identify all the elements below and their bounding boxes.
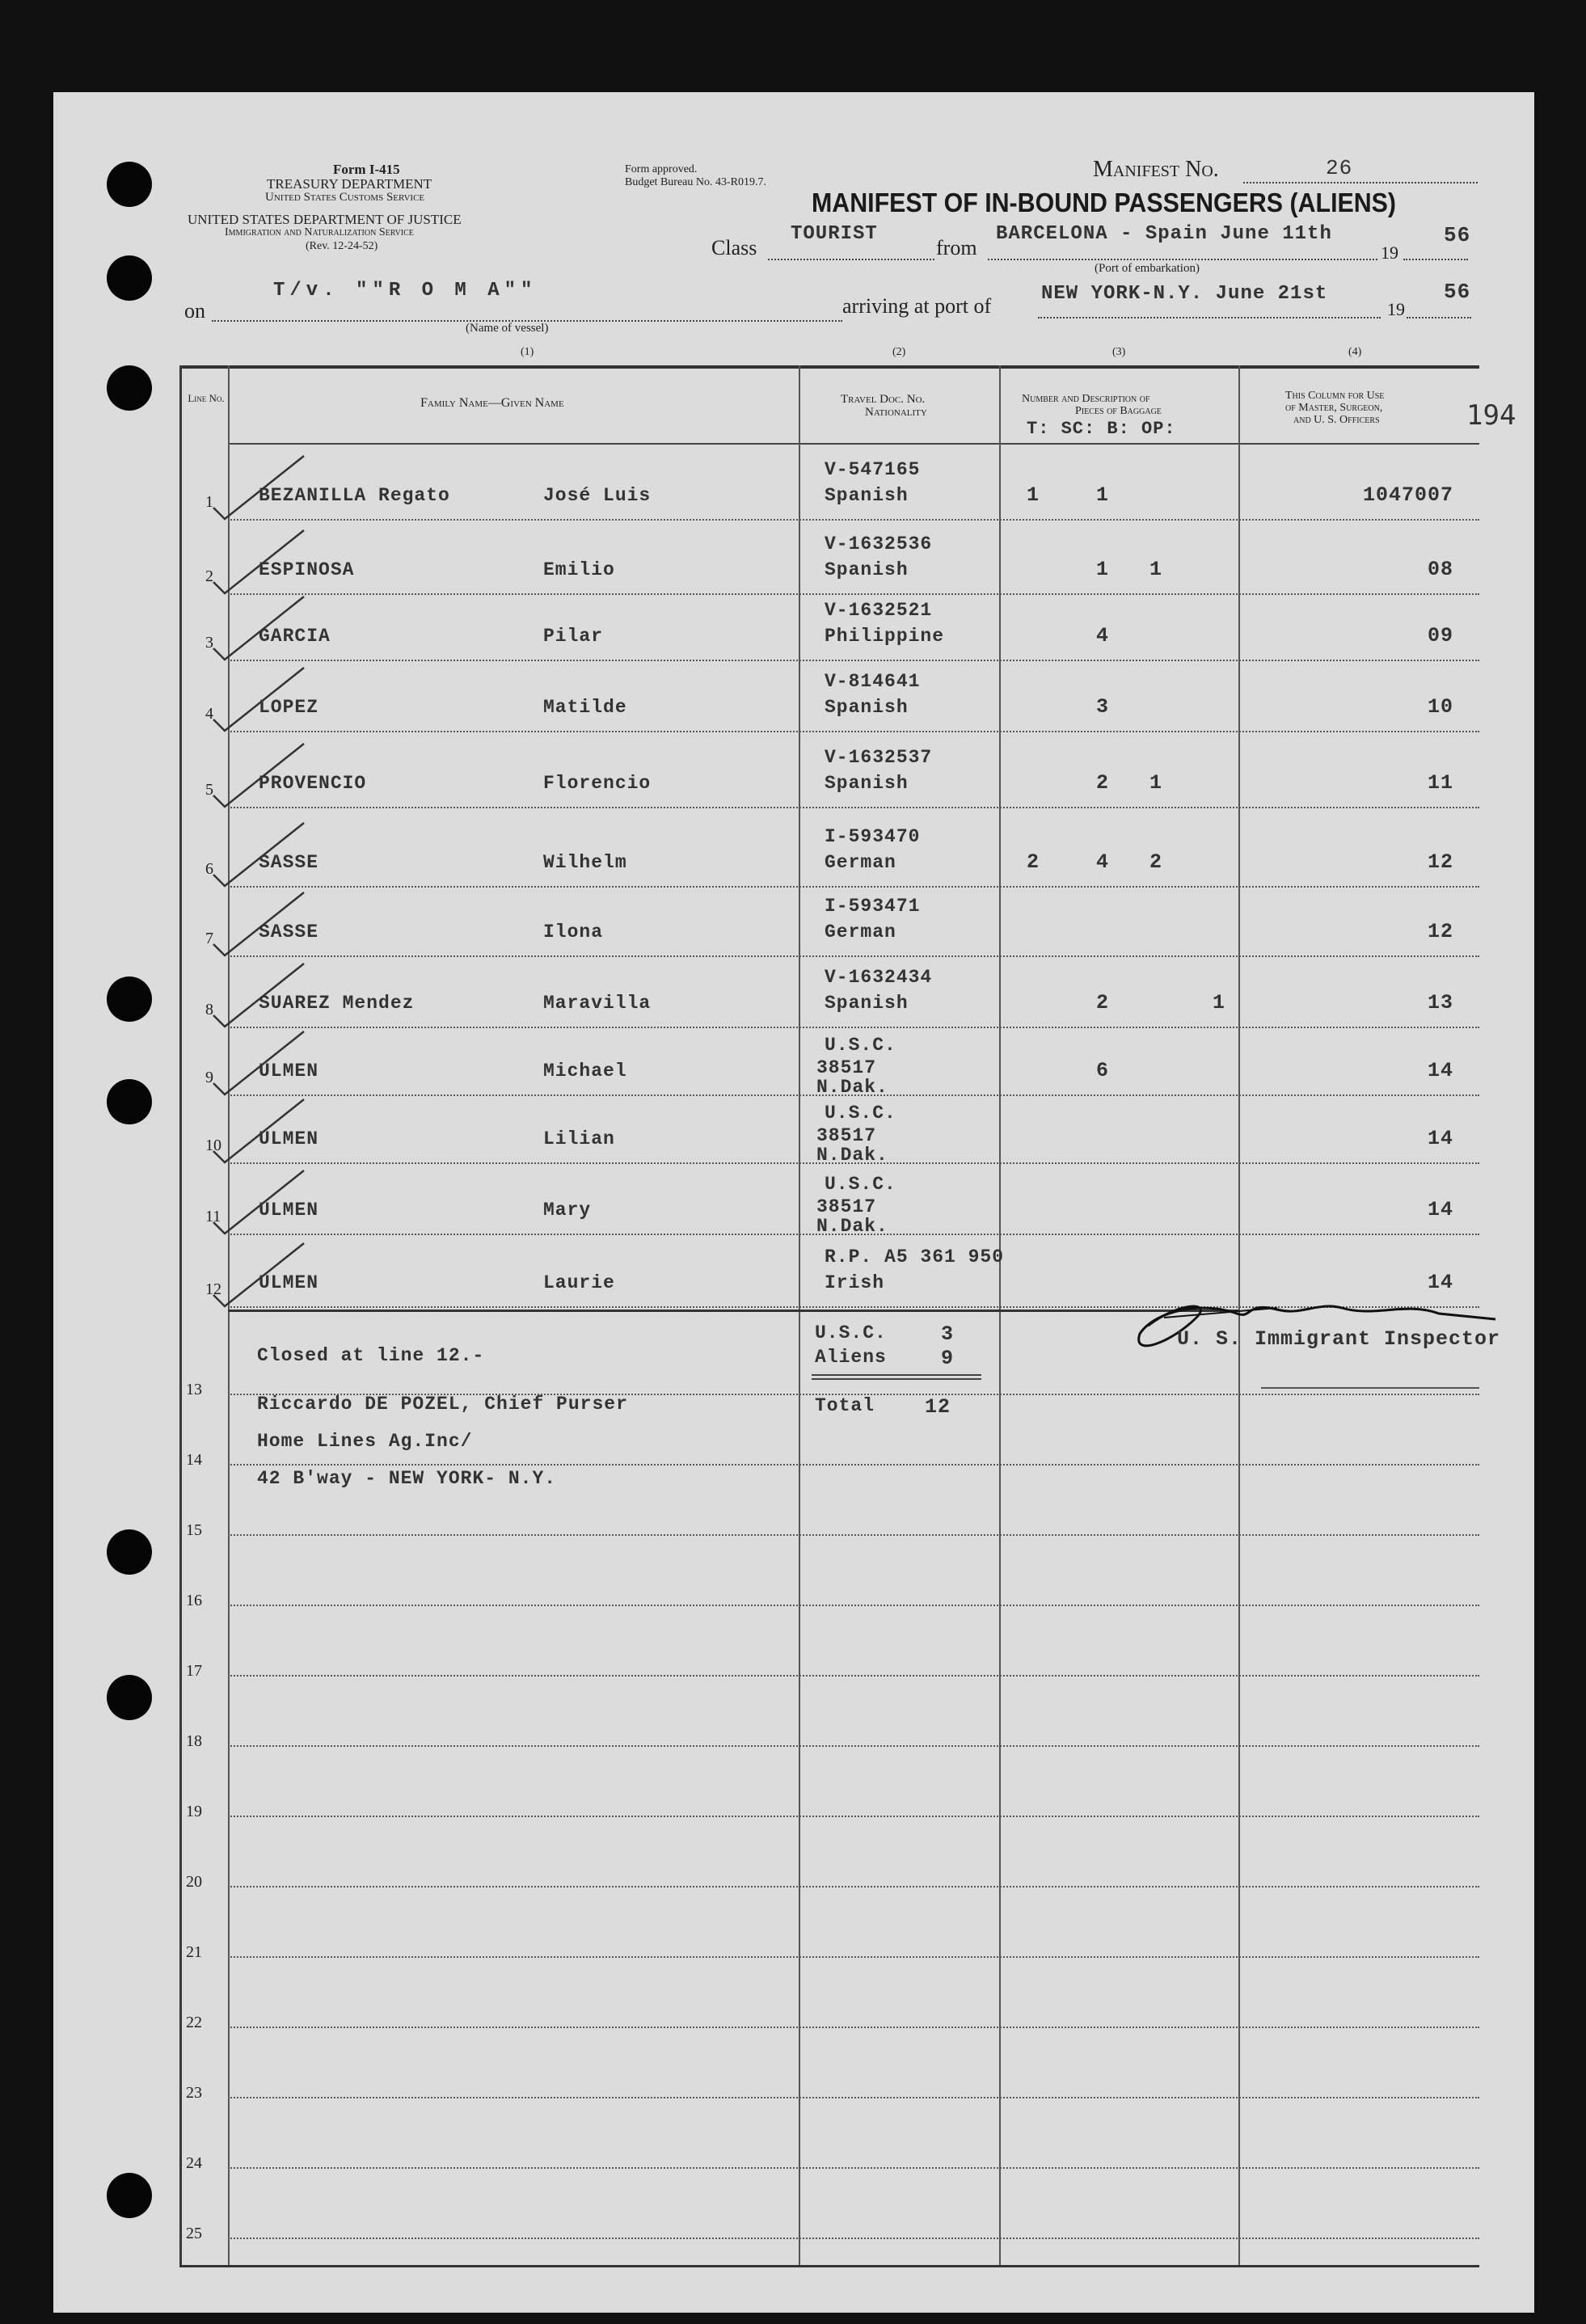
row-rule	[228, 1745, 1479, 1747]
line-number: 15	[186, 1521, 202, 1539]
vessel-note: (Name of vessel)	[466, 322, 549, 335]
column-number: (2)	[892, 346, 906, 358]
travel-doc-no: V-814641	[825, 671, 921, 692]
arriving-underline	[1038, 317, 1381, 318]
nationality: Spanish	[825, 559, 909, 580]
baggage-bags: 1	[1149, 558, 1163, 581]
line-number: 13	[186, 1381, 202, 1398]
form-approved: Form approved.	[625, 163, 698, 175]
travel-doc-no-2: 38517	[816, 1196, 877, 1217]
line-number: 21	[186, 1943, 202, 1961]
baggage-header: Number and Description of	[1022, 393, 1150, 405]
travel-doc-no: I-593470	[825, 826, 921, 847]
family-name: SASSE	[259, 922, 319, 943]
inspector-title: U. S. Immigrant Inspector	[1177, 1327, 1501, 1351]
binder-hole	[107, 162, 152, 207]
nationality: Spanish	[825, 773, 909, 794]
row-rule	[228, 660, 1479, 661]
row-rule	[228, 807, 1479, 808]
row-rule	[228, 1027, 1479, 1028]
family-name: ULMEN	[259, 1200, 319, 1221]
officers-header: This Column for Use	[1285, 390, 1385, 402]
officers-header: of Master, Surgeon,	[1285, 402, 1383, 414]
doc-col-border	[999, 365, 1001, 2267]
officer-reference: 14	[1427, 1127, 1453, 1150]
given-name: Pilar	[543, 626, 604, 647]
line-number: 18	[186, 1732, 202, 1750]
year-underline	[1407, 317, 1471, 318]
travel-doc-no: V-1632434	[825, 967, 933, 988]
nationality: Philippine	[825, 626, 945, 647]
from-underline	[988, 259, 1377, 260]
budget-bureau: Budget Bureau No. 43-R019.7.	[625, 176, 766, 188]
aliens-total-label: Aliens	[815, 1347, 887, 1368]
name-header: Family Name—Given Name	[420, 396, 564, 410]
given-name: Laurie	[543, 1272, 615, 1293]
given-name: Emilio	[543, 559, 615, 580]
officer-reference: 09	[1427, 624, 1453, 647]
usc-total-value: 3	[941, 1322, 955, 1346]
line-number: 9	[205, 1069, 213, 1086]
baggage-bags: 1	[1149, 771, 1163, 795]
on-label: on	[184, 299, 205, 323]
nationality: N.Dak.	[816, 1077, 888, 1098]
customs-label: United States Customs Service	[265, 191, 425, 204]
line-number: 25	[186, 2225, 202, 2242]
travel-doc-no: I-593471	[825, 896, 921, 917]
given-name: Ilona	[543, 922, 604, 943]
given-name: Matilde	[543, 697, 627, 718]
inspector-signature	[1116, 1269, 1520, 1366]
name-col-border	[799, 365, 800, 2267]
row-rule	[228, 2167, 1479, 2169]
family-name: ULMEN	[259, 1272, 319, 1293]
row-rule	[228, 1675, 1479, 1677]
officer-reference: 10	[1427, 695, 1453, 719]
travel-doc-no: V-1632521	[825, 600, 933, 621]
row-rule	[228, 1394, 1479, 1395]
family-name: ULMEN	[259, 1128, 319, 1149]
row-rule	[228, 2027, 1479, 2028]
line-number: 19	[186, 1803, 202, 1820]
table-top-border	[179, 365, 1479, 369]
line-number: 7	[205, 930, 213, 947]
vessel-name: T/v. ""R O M A""	[273, 280, 538, 302]
totals-double-underline	[812, 1374, 981, 1380]
column-number: (3)	[1112, 346, 1126, 358]
line-number: 14	[186, 1451, 202, 1469]
manifest-label: Manifest No.	[1093, 157, 1219, 182]
baggage-bags: 2	[1149, 850, 1163, 874]
baggage-suitcases: 1	[1096, 558, 1110, 581]
row-rule	[228, 1886, 1479, 1887]
treasury-label: TREASURY DEPARTMENT	[267, 176, 432, 192]
class-underline	[768, 259, 934, 260]
manifest-number: 26	[1326, 156, 1353, 180]
line-number: 16	[186, 1592, 202, 1609]
row-rule	[228, 1605, 1479, 1606]
line-number: 3	[205, 634, 213, 652]
binder-hole	[107, 2173, 152, 2218]
port-of-arrival: NEW YORK-N.Y. June 21st	[1041, 283, 1328, 305]
travel-doc-no-2: 38517	[816, 1125, 877, 1146]
line-number: 24	[186, 2154, 202, 2172]
row-rule	[228, 955, 1479, 957]
year-prefix: 19	[1387, 299, 1405, 319]
line-number: 1	[205, 493, 213, 511]
row-rule	[228, 1956, 1479, 1958]
line-number: 22	[186, 2014, 202, 2031]
baggage-suitcases: 2	[1096, 991, 1110, 1014]
baggage-other: 1	[1213, 991, 1226, 1014]
header-bottom-border	[228, 443, 1479, 445]
baggage-suitcases: 1	[1096, 483, 1110, 507]
table-bottom-border	[179, 2265, 1479, 2267]
nationality: German	[825, 922, 896, 943]
line-number: 4	[205, 705, 213, 723]
row-rule	[228, 1234, 1479, 1235]
nationality: Spanish	[825, 485, 909, 506]
table-left-border	[179, 365, 182, 2267]
column-number: (1)	[521, 346, 534, 358]
travel-doc-no: V-1632537	[825, 747, 933, 768]
line-number: 6	[205, 860, 213, 878]
travel-doc-no: U.S.C.	[825, 1174, 896, 1195]
grand-total-value: 12	[925, 1395, 951, 1419]
from-label: from	[936, 236, 977, 259]
family-name: SUAREZ Mendez	[259, 993, 415, 1014]
nationality: N.Dak.	[816, 1145, 888, 1166]
travel-doc-header: Travel Doc. No.	[841, 393, 926, 406]
row-rule	[228, 731, 1479, 732]
officer-reference: 14	[1427, 1198, 1453, 1221]
year-arrival: 56	[1444, 280, 1471, 304]
baggage-trunks: 1	[1027, 483, 1040, 507]
line-number: 17	[186, 1662, 202, 1680]
nationality-header: Nationality	[865, 406, 927, 419]
binder-hole	[107, 365, 152, 411]
closing-divider	[228, 1310, 1238, 1312]
family-name: PROVENCIO	[259, 773, 367, 794]
row-rule	[228, 2097, 1479, 2098]
travel-doc-no: U.S.C.	[825, 1035, 896, 1056]
inspector-line	[1261, 1387, 1479, 1389]
manifest-underline	[1243, 182, 1478, 183]
year-prefix: 19	[1381, 243, 1398, 263]
row-rule	[228, 593, 1479, 595]
family-name: LOPEZ	[259, 697, 319, 718]
travel-doc-no-2: 38517	[816, 1057, 877, 1078]
travel-doc-no: R.P. A5 361 950	[825, 1246, 1005, 1267]
given-name: Mary	[543, 1200, 592, 1221]
family-name: SASSE	[259, 852, 319, 873]
row-rule	[228, 886, 1479, 888]
given-name: Maravilla	[543, 993, 652, 1014]
officer-reference: 1047007	[1362, 483, 1453, 507]
baggage-suitcases: 4	[1096, 850, 1110, 874]
given-name: Lilian	[543, 1128, 615, 1149]
nationality: German	[825, 852, 896, 873]
nationality: N.Dak.	[816, 1216, 888, 1237]
closing-statement: Closed at line 12.-	[257, 1345, 485, 1366]
grand-total-label: Total	[815, 1395, 875, 1416]
family-name: ESPINOSA	[259, 559, 355, 580]
line-number: 12	[205, 1280, 221, 1298]
nationality: Spanish	[825, 697, 909, 718]
usc-total-label: U.S.C.	[815, 1322, 887, 1343]
family-name: GARCIA	[259, 626, 331, 647]
family-name: ULMEN	[259, 1061, 319, 1082]
arriving-label: arriving at port of	[842, 294, 992, 318]
row-rule	[228, 2238, 1479, 2239]
agency-name: Home Lines Ag.Inc/	[257, 1431, 473, 1452]
travel-doc-no: U.S.C.	[825, 1103, 896, 1124]
officer-reference: 11	[1427, 771, 1453, 795]
row-rule	[228, 1816, 1479, 1817]
officer-reference: 13	[1427, 991, 1453, 1014]
binder-hole	[107, 1529, 152, 1575]
baggage-suitcases: 6	[1096, 1059, 1110, 1082]
line-no-header: Line No.	[188, 392, 225, 404]
baggage-codes: T: SC: B: OP:	[1027, 419, 1176, 439]
binder-hole	[107, 976, 152, 1022]
ins-label: Immigration and Naturalization Service	[225, 226, 414, 238]
baggage-suitcases: 4	[1096, 624, 1110, 647]
officer-reference: 08	[1427, 558, 1453, 581]
line-number: 11	[205, 1208, 221, 1225]
baggage-trunks: 2	[1027, 850, 1040, 874]
travel-doc-no: V-1632536	[825, 534, 933, 555]
column-number: (4)	[1348, 346, 1362, 358]
line-number: 2	[205, 567, 213, 585]
aliens-total-value: 9	[941, 1347, 955, 1370]
page-title: MANIFEST OF IN-BOUND PASSENGERS (ALIENS)	[812, 188, 1397, 217]
given-name: José Luis	[543, 485, 652, 506]
nationality: Spanish	[825, 993, 909, 1014]
binder-hole	[107, 255, 152, 301]
nationality: Irish	[825, 1272, 885, 1293]
officer-reference: 12	[1427, 850, 1453, 874]
baggage-suitcases: 3	[1096, 695, 1110, 719]
baggage-suitcases: 2	[1096, 771, 1110, 795]
family-name: BEZANILLA Regato	[259, 485, 450, 506]
justice-label: UNITED STATES DEPARTMENT OF JUSTICE	[188, 212, 462, 227]
row-rule	[228, 1162, 1479, 1164]
year-from: 56	[1444, 223, 1471, 247]
binder-hole	[107, 1079, 152, 1124]
line-number: 8	[205, 1001, 213, 1019]
line-number: 23	[186, 2084, 202, 2102]
class-label: Class	[711, 236, 757, 259]
row-rule	[228, 1095, 1479, 1096]
given-name: Wilhelm	[543, 852, 627, 873]
line-number: 20	[186, 1873, 202, 1891]
baggage-header: Pieces of Baggage	[1075, 405, 1162, 417]
row-rule	[228, 519, 1479, 521]
class-value: TOURIST	[791, 223, 878, 245]
year-underline	[1403, 259, 1468, 260]
officers-header: and U. S. Officers	[1293, 414, 1380, 426]
travel-doc-no: V-547165	[825, 459, 921, 480]
revision-label: (Rev. 12-24-52)	[306, 240, 378, 252]
officer-reference: 12	[1427, 920, 1453, 943]
line-number: 10	[205, 1137, 221, 1154]
given-name: Michael	[543, 1061, 627, 1082]
officer-reference: 14	[1427, 1059, 1453, 1082]
port-of-embarkation: BARCELONA - Spain June 11th	[996, 223, 1332, 245]
page-number: 194	[1466, 399, 1516, 432]
form-number: Form I-415	[333, 162, 400, 177]
row-rule	[228, 1464, 1479, 1466]
agency-address: 42 B'way - NEW YORK- N.Y.	[257, 1468, 557, 1489]
officer-reference: 14	[1427, 1271, 1453, 1294]
given-name: Florencio	[543, 773, 652, 794]
row-rule	[228, 1534, 1479, 1536]
binder-hole	[107, 1675, 152, 1720]
line-number: 5	[205, 781, 213, 799]
port-embark-note: (Port of embarkation)	[1095, 262, 1200, 275]
chief-purser: Riccardo DE POZEL, Chief Purser	[257, 1394, 628, 1415]
